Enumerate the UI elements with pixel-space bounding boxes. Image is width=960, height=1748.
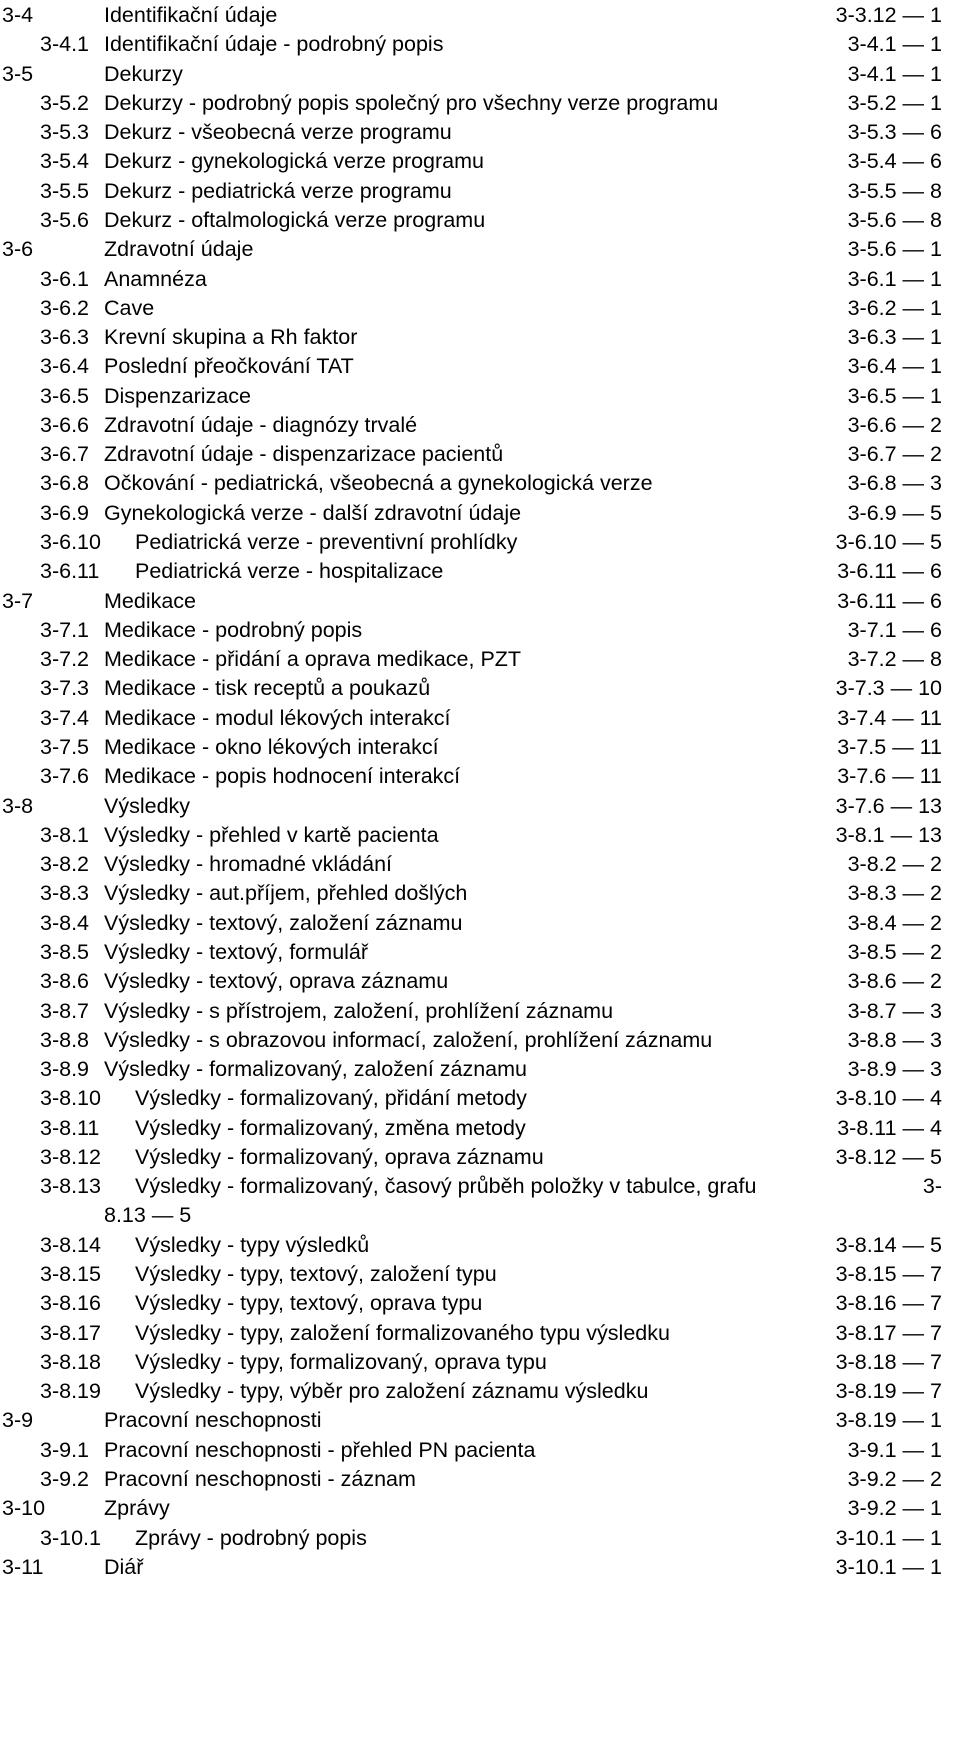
toc-entry-number: 3-8.14 xyxy=(40,1232,101,1257)
toc-entry-page: 3-6.4 — 1 xyxy=(847,354,942,379)
toc-entry-page: 3-5.6 — 1 xyxy=(847,237,942,262)
toc-entry xyxy=(0,644,960,674)
toc-entry-number: 3-8.3 xyxy=(40,881,90,906)
toc-entry xyxy=(0,732,960,762)
toc-entry-number: 3-5.2 xyxy=(40,90,90,115)
toc-entry-number: 3-9.1 xyxy=(40,1437,90,1462)
toc-entry-page: 3-8.4 — 2 xyxy=(847,910,942,935)
toc-entry xyxy=(0,996,960,1026)
toc-entry-page: 3-6.7 — 2 xyxy=(847,442,942,467)
toc-entry xyxy=(0,761,960,791)
toc-entry-title: Výsledky - typy výsledků xyxy=(135,1232,370,1257)
toc-entry-title: Zdravotní údaje - diagnózy trvalé xyxy=(104,412,418,437)
toc-entry xyxy=(0,937,960,967)
toc-entry xyxy=(0,146,960,176)
toc-entry-title: Výsledky - formalizovaný, založení záznamu xyxy=(104,1057,528,1082)
toc-entry xyxy=(0,468,960,498)
toc-entry-title: Výsledky - textový, oprava záznamu xyxy=(104,969,449,994)
toc-entry-page: 3-6.6 — 2 xyxy=(847,412,942,437)
toc-entry xyxy=(0,556,960,586)
toc-entry-page-continued: 8.13 — 5 xyxy=(104,1203,192,1228)
toc-entry-page: 3-6.8 — 3 xyxy=(847,471,942,496)
toc-entry-number: 3-6.11 xyxy=(40,559,100,584)
toc-entry-page: 3-7.1 — 6 xyxy=(847,617,942,642)
toc-entry-title: Pracovní neschopnosti - přehled PN pacienta xyxy=(104,1437,536,1462)
toc-entry-page: 3-5.4 — 6 xyxy=(847,149,942,174)
toc-entry-title: Medikace - podrobný popis xyxy=(104,617,363,642)
toc-entry xyxy=(0,0,960,30)
toc-entry-title: Medikace - popis hodnocení interakcí xyxy=(104,764,461,789)
toc-entry-number: 3-7.5 xyxy=(40,735,90,759)
toc-entry-page: 3-6.1 — 1 xyxy=(847,266,942,291)
toc-entry xyxy=(0,1347,960,1377)
toc-entry-number: 3-8.5 xyxy=(40,939,90,964)
toc-entry-number: 3-8.9 xyxy=(40,1057,90,1082)
toc-entry-number: 3-5 xyxy=(2,61,34,86)
toc-entry-number: 3-4 xyxy=(2,3,34,27)
toc-entry-number: 3-8.16 xyxy=(40,1291,101,1316)
toc-entry-title: Zprávy xyxy=(104,1496,170,1521)
toc-entry-page: 3-7.6 — 11 xyxy=(837,764,942,789)
toc-entry xyxy=(0,820,960,850)
toc-entry-page: 3-5.2 — 1 xyxy=(847,90,942,115)
toc-entry-title: Výsledky xyxy=(104,793,191,818)
toc-entry-number: 3-8.13 xyxy=(40,1174,101,1199)
toc-entry-title: Diář xyxy=(104,1554,144,1579)
toc-entry-page: 3-8.11 — 4 xyxy=(837,1115,942,1140)
toc-entry xyxy=(0,966,960,996)
toc-entry-number: 3-8.11 xyxy=(40,1115,100,1140)
toc-entry-number: 3-10 xyxy=(2,1496,46,1521)
toc-entry-number: 3-8.7 xyxy=(40,998,90,1023)
toc-entry xyxy=(0,1142,960,1172)
toc-entry-page: 3-4.1 — 1 xyxy=(847,61,942,86)
toc-entry xyxy=(0,410,960,440)
toc-entry-page: 3-5.6 — 8 xyxy=(847,207,942,232)
toc-entry-page: 3-10.1 — 1 xyxy=(835,1525,942,1550)
toc-entry-page: 3-7.5 — 11 xyxy=(837,735,942,759)
toc-entry-title: Výsledky - textový, založení záznamu xyxy=(104,910,463,935)
toc-entry xyxy=(0,1054,960,1084)
toc-entry xyxy=(0,381,960,411)
toc-entry xyxy=(0,117,960,147)
toc-entry-title: Dekurz - pediatrická verze programu xyxy=(104,178,452,203)
toc-entry-page: 3-6.11 — 6 xyxy=(837,588,942,613)
toc-entry xyxy=(0,527,960,557)
toc-entry-page: 3-8.5 — 2 xyxy=(847,939,942,964)
toc-entry-number: 3-5.4 xyxy=(40,149,90,174)
toc-entry-number: 3-7.1 xyxy=(40,617,90,642)
toc-entry xyxy=(0,234,960,264)
toc-entry-title: Dekurz - oftalmologická verze programu xyxy=(104,207,486,232)
toc-entry xyxy=(0,351,960,381)
toc-entry-page: 3-10.1 — 1 xyxy=(835,1554,942,1579)
toc-entry-number: 3-8.2 xyxy=(40,852,90,877)
toc-entry xyxy=(0,586,960,616)
toc-entry-title: Dekurzy xyxy=(104,61,183,86)
toc-entry-title: Medikace - okno lékových interakcí xyxy=(104,735,439,759)
toc-entry xyxy=(0,29,960,59)
toc-entry-title: Pracovní neschopnosti xyxy=(104,1408,322,1433)
toc-entry-title: Výsledky - typy, výběr pro založení záznamu výsledku xyxy=(135,1379,649,1404)
toc-entry-title: Anamnéza xyxy=(104,266,207,291)
toc-entry xyxy=(0,1171,960,1201)
toc-entry xyxy=(0,1318,960,1348)
toc-entry-title: Medikace - přidání a oprava medikace, PZT xyxy=(104,647,522,672)
toc-entry-title: Dispenzarizace xyxy=(104,383,251,408)
toc-entry-page: 3-8.12 — 5 xyxy=(835,1144,942,1169)
toc-entry-title: Výsledky - s obrazovou informací, založení, prohlížení záznamu xyxy=(104,1027,713,1052)
toc-entry xyxy=(0,205,960,235)
toc-entry-page: 3-6.5 — 1 xyxy=(847,383,942,408)
toc-entry-number: 3-8.4 xyxy=(40,910,90,935)
toc-entry-page: 3-8.2 — 2 xyxy=(847,852,942,877)
toc-entry-number: 3-8.19 xyxy=(40,1379,101,1404)
toc-entry-page: 3-8.10 — 4 xyxy=(835,1086,942,1111)
toc-entry-title: Výsledky - formalizovaný, oprava záznamu xyxy=(135,1144,544,1169)
toc-entry-number: 3-7.3 xyxy=(40,676,90,701)
toc-entry-title: Medikace xyxy=(104,588,197,613)
toc-entry-number: 3-6.5 xyxy=(40,383,90,408)
toc-entry-title: Výsledky - textový, formulář xyxy=(104,939,369,964)
toc-entry-title: Dekurz - gynekologická verze programu xyxy=(104,149,484,174)
toc-entry-page: 3-7.4 — 11 xyxy=(837,705,942,730)
toc-entry-title: Výsledky - typy, textový, oprava typu xyxy=(135,1291,483,1316)
toc-entry-title: Výsledky - formalizovaný, časový průběh položky v tabulce, grafu xyxy=(135,1174,757,1199)
toc-entry-page: 3-9.2 — 1 xyxy=(847,1496,942,1521)
toc-entry-page: 3-8.19 — 1 xyxy=(835,1408,942,1433)
toc-entry-page: 3-8.7 — 3 xyxy=(847,998,942,1023)
toc-entry-number: 3-7.4 xyxy=(40,705,90,730)
toc-entry xyxy=(0,1376,960,1406)
toc-entry-page: 3-8.9 — 3 xyxy=(847,1057,942,1082)
toc-entry-page: 3-7.6 — 13 xyxy=(835,793,942,818)
toc-entry-number: 3-8.10 xyxy=(40,1086,101,1111)
toc-entry xyxy=(0,293,960,323)
toc-entry-number: 3-8.6 xyxy=(40,969,90,994)
toc-entry-number: 3-4.1 xyxy=(40,32,90,57)
toc-entry-title: Výsledky - formalizovaný, přidání metody xyxy=(135,1086,527,1111)
toc-entry-title: Zprávy - podrobný popis xyxy=(135,1525,367,1550)
toc-entry xyxy=(0,498,960,528)
toc-entry-page: 3-7.2 — 8 xyxy=(847,647,942,672)
toc-entry-number: 3-5.6 xyxy=(40,207,90,232)
toc-entry-number: 3-6.2 xyxy=(40,295,90,320)
toc-entry-title: Krevní skupina a Rh faktor xyxy=(104,325,358,350)
toc-entry-number: 3-7 xyxy=(2,588,34,613)
toc-entry-number: 3-6.7 xyxy=(40,442,90,467)
toc-entry-page: 3-9.2 — 2 xyxy=(847,1467,942,1491)
toc-entry-number: 3-5.5 xyxy=(40,178,90,203)
toc-entry-page: 3-5.3 — 6 xyxy=(847,120,942,145)
toc-entry-page: 3-8.8 — 3 xyxy=(847,1027,942,1052)
toc-entry-number: 3-7.6 xyxy=(40,764,90,789)
toc-entry-title: Výsledky - aut.příjem, přehled došlých xyxy=(104,881,468,906)
toc-entry-page: 3-6.2 — 1 xyxy=(847,295,942,320)
toc-entry-number: 3-6 xyxy=(2,237,34,262)
toc-entry-title: Výsledky - přehled v kartě pacienta xyxy=(104,822,439,847)
toc-entry-title: Výsledky - typy, textový, založení typu xyxy=(135,1262,497,1287)
toc-entry-number: 3-8.12 xyxy=(40,1144,101,1169)
toc-entry-title: Výsledky - typy, formalizovaný, oprava typu xyxy=(135,1349,547,1374)
toc-entry-number: 3-10.1 xyxy=(40,1525,101,1550)
toc-entry-title: Cave xyxy=(104,295,155,320)
toc-entry-page: 3-8.18 — 7 xyxy=(835,1349,942,1374)
toc-entry-page: 3-3.12 — 1 xyxy=(835,3,942,27)
toc-entry-number: 3-7.2 xyxy=(40,647,90,672)
toc-entry xyxy=(0,1113,960,1143)
toc-entry-number: 3-5.3 xyxy=(40,120,90,145)
toc-entry-page: 3-4.1 — 1 xyxy=(847,32,942,57)
toc-entry xyxy=(0,439,960,469)
toc-entry-page: 3-8.17 — 7 xyxy=(835,1320,942,1345)
toc-entry xyxy=(0,908,960,938)
toc-entry-number: 3-6.4 xyxy=(40,354,90,379)
toc-entry-page: 3-8.6 — 2 xyxy=(847,969,942,994)
toc-entry-title: Poslední přeočkování TAT xyxy=(104,354,354,379)
toc-entry-number: 3-6.10 xyxy=(40,530,101,555)
toc-entry-title: Výsledky - formalizovaný, změna metody xyxy=(135,1115,526,1140)
toc-entry-title: Zdravotní údaje - dispenzarizace pacientů xyxy=(104,442,504,467)
toc-entry xyxy=(0,1464,960,1494)
toc-entry-number: 3-8.18 xyxy=(40,1349,101,1374)
toc-entry-page: 3-8.15 — 7 xyxy=(835,1262,942,1287)
toc-entry xyxy=(0,849,960,879)
toc-entry xyxy=(0,1025,960,1055)
toc-entry-number: 3-6.9 xyxy=(40,500,90,525)
toc-entry xyxy=(0,264,960,294)
toc-entry xyxy=(0,1288,960,1318)
toc-entry xyxy=(0,791,960,821)
toc-entry-page: 3-6.9 — 5 xyxy=(847,500,942,525)
toc-entry xyxy=(0,1230,960,1260)
toc-entry-title: Pracovní neschopnosti - záznam xyxy=(104,1467,416,1491)
toc-entry-title: Dekurzy - podrobný popis společný pro všechny verze programu xyxy=(104,90,719,115)
toc-entry xyxy=(0,176,960,206)
toc-entry-page: 3-8.16 — 7 xyxy=(835,1291,942,1316)
toc-entry-page: 3-9.1 — 1 xyxy=(847,1437,942,1462)
toc-entry-title: Pediatrická verze - hospitalizace xyxy=(135,559,444,584)
toc-entry-title: Dekurz - všeobecná verze programu xyxy=(104,120,452,145)
toc-entry-number: 3-6.3 xyxy=(40,325,90,350)
toc-entry-page: 3-8.14 — 5 xyxy=(835,1232,942,1257)
toc-entry-title: Medikace - tisk receptů a poukazů xyxy=(104,676,431,701)
toc-entry xyxy=(0,1552,960,1582)
toc-entry xyxy=(0,88,960,118)
toc-entry-title: Výsledky - s přístrojem, založení, prohlížení záznamu xyxy=(104,998,614,1023)
toc-entry-number: 3-11 xyxy=(2,1554,44,1579)
toc-entry xyxy=(0,1405,960,1435)
toc-entry-number: 3-9 xyxy=(2,1408,34,1433)
toc-entry-number: 3-6.8 xyxy=(40,471,90,496)
toc-entry-page: 3-8.19 — 7 xyxy=(835,1379,942,1404)
toc-entry-page: 3-6.10 — 5 xyxy=(835,530,942,555)
toc-entry xyxy=(0,1523,960,1553)
toc-entry xyxy=(0,1083,960,1113)
toc-entry-number: 3-8.1 xyxy=(40,822,90,847)
toc-entry xyxy=(0,1259,960,1289)
toc-entry xyxy=(0,59,960,89)
toc-entry-title: Identifikační údaje - podrobný popis xyxy=(104,32,444,57)
toc-entry-title: Medikace - modul lékových interakcí xyxy=(104,705,451,730)
toc-entry-page: 3-6.11 — 6 xyxy=(837,559,942,584)
toc-entry-number: 3-8.8 xyxy=(40,1027,90,1052)
toc-entry-page: 3-6.3 — 1 xyxy=(847,325,942,350)
toc-entry-number: 3-6.6 xyxy=(40,412,90,437)
toc-entry-number: 3-8.17 xyxy=(40,1320,101,1345)
toc-entry-number: 3-8.15 xyxy=(40,1262,101,1287)
toc-entry-page: 3-5.5 — 8 xyxy=(847,178,942,203)
toc-entry-title: Pediatrická verze - preventivní prohlídky xyxy=(135,530,518,555)
toc-entry-title: Výsledky - hromadné vkládání xyxy=(104,852,393,877)
toc-entry xyxy=(0,703,960,733)
toc-entry-continuation xyxy=(0,1200,960,1230)
toc-entry xyxy=(0,878,960,908)
toc-entry-title: Výsledky - typy, založení formalizovaného typu výsledku xyxy=(135,1320,670,1345)
toc-entry-page: 3-8.3 — 2 xyxy=(847,881,942,906)
toc-entry-number: 3-9.2 xyxy=(40,1467,90,1491)
toc-entry-title: Zdravotní údaje xyxy=(104,237,254,262)
toc-entry-number: 3-8 xyxy=(2,793,34,818)
toc-entry-title: Gynekologická verze - další zdravotní údaje xyxy=(104,500,522,525)
toc-entry xyxy=(0,1493,960,1523)
toc-entry-page: 3- xyxy=(922,1174,942,1199)
toc-entry-page: 3-8.1 — 13 xyxy=(835,822,942,847)
toc-entry-number: 3-6.1 xyxy=(40,266,90,291)
toc-entry-title: Očkování - pediatrická, všeobecná a gynekologická verze xyxy=(104,471,653,496)
toc-entry-page: 3-7.3 — 10 xyxy=(835,676,942,701)
toc-entry xyxy=(0,615,960,645)
toc-entry xyxy=(0,1435,960,1465)
toc-entry xyxy=(0,322,960,352)
toc-entry xyxy=(0,673,960,703)
toc-entry-title: Identifikační údaje xyxy=(104,3,278,27)
